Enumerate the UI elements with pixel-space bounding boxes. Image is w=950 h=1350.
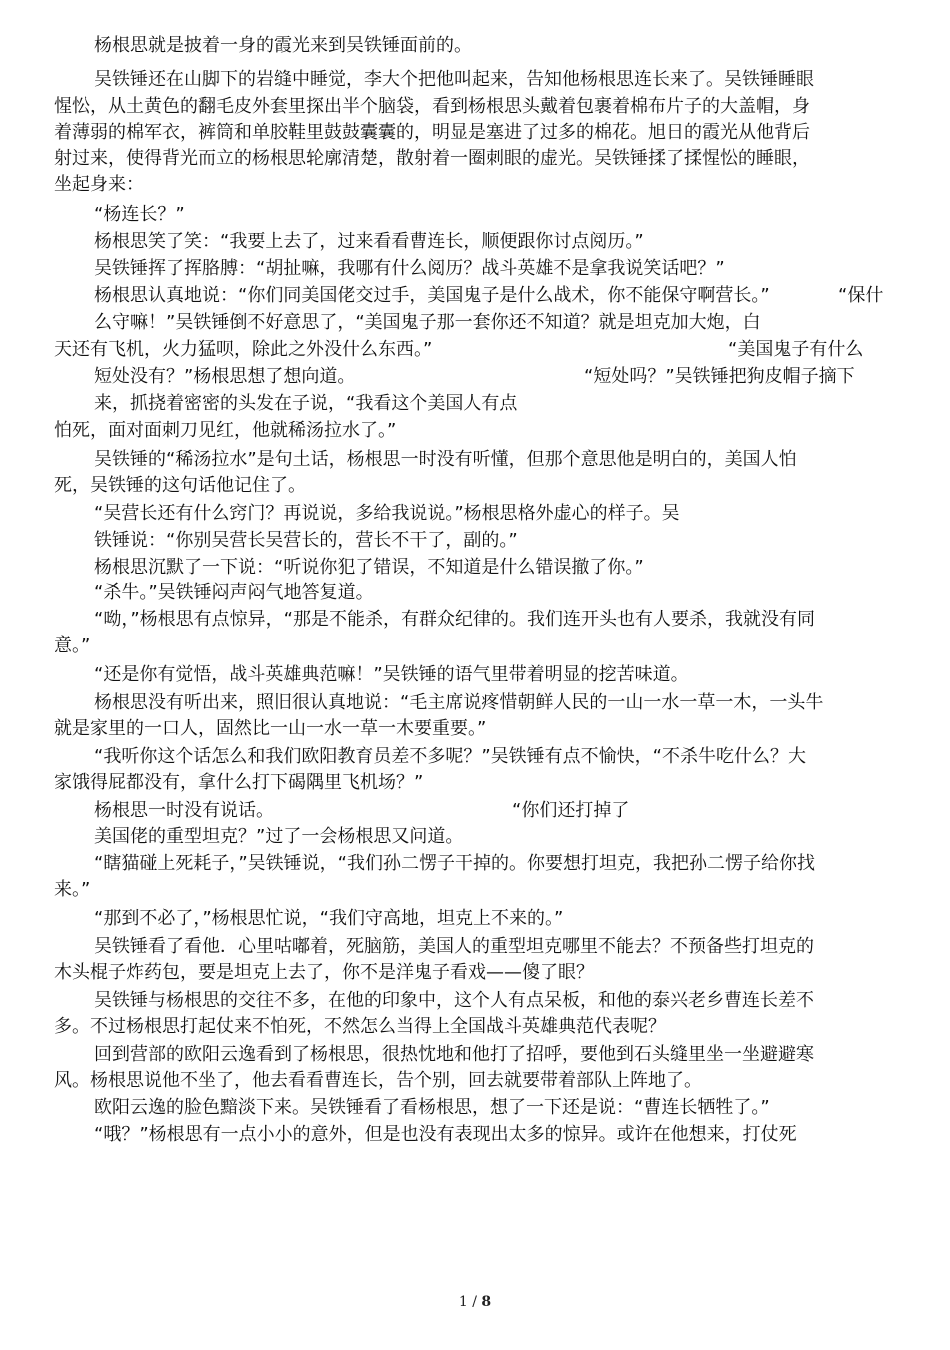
text-line: 就是家里的一口人，固然比一山一水一草一木要重要。” (54, 718, 487, 739)
page-number (0, 1294, 950, 1310)
text-line: “呦，”杨根思有点惊异，“那是不能杀，有群众纪律的。我们连开头也有人要杀，我就没有同 (94, 609, 815, 630)
text-line: “吴营长还有什么窍门？再说说，多给我说说。”杨根思格外虚心的样子。吴 (94, 503, 680, 524)
text-line: 吴铁锤还在山脚下的岩缝中睡觉，李大个把他叫起来，告知他杨根思连长来了。吴铁锤睡眼 (94, 69, 814, 90)
text-line: 吴铁锤的“稀汤拉水”是句土话，杨根思一时没有听懂，但那个意思他是明白的，美国人怕 (94, 449, 797, 470)
text-line: 杨根思沉默了一下说：“听说你犯了错误，不知道是什么错误撤了你。” (94, 557, 644, 578)
text-line: 惺忪，从土黄色的翻毛皮外套里探出半个脑袋，看到杨根思头戴着包裹着棉布片子的大盖帽，身 (54, 96, 810, 117)
text-line: “哦？”杨根思有一点小小的意外，但是也没有表现出太多的惊异。或许在他想来，打仗死 (94, 1124, 797, 1145)
text-line: 吴铁锤与杨根思的交往不多，在他的印象中，这个人有点呆板，和他的泰兴老乡曹连长差不 (94, 990, 814, 1011)
text-line: 意。” (54, 635, 91, 656)
text-line: “还是你有觉悟，战斗英雄典范嘛！”吴铁锤的语气里带着明显的挖苦味道。 (94, 664, 689, 685)
text-line: 杨根思就是披着一身的霞光来到吴铁锤面前的。 (94, 35, 472, 56)
text-line: “你们还打掉了 (512, 800, 630, 821)
page-number-total: 8 (481, 1294, 492, 1310)
text-line: “美国鬼子有什么 (728, 339, 864, 360)
text-line: 天还有飞机，火力猛呗，除此之外没什么东西。” (54, 339, 433, 360)
text-line: 短处没有？”杨根思想了想向道。 (94, 366, 356, 387)
text-line: 怕死，面对面刺刀见红，他就稀汤拉水了。” (54, 420, 397, 441)
text-line: 着薄弱的棉军衣，裤筒和单胶鞋里鼓鼓囊囊的，明显是塞进了过多的棉花。旭日的霞光从他背后 (54, 122, 810, 143)
text-line: 杨根思笑了笑：“我要上去了，过来看看曹连长，顺便跟你讨点阅历。” (94, 231, 644, 252)
text-line: 风。杨根思说他不坐了，他去看看曹连长，告个别，回去就要带着部队上阵地了。 (54, 1070, 702, 1091)
text-line: 射过来，使得背光而立的杨根思轮廓清楚，散射着一圈刺眼的虚光。吴铁锤揉了揉惺忪的睡眼， (54, 148, 810, 169)
text-line: “那到不必了，”杨根思忙说，“我们守高地，坦克上不来的。” (94, 908, 564, 929)
text-line: 来，抓挠着密密的头发在子说，“我看这个美国人有点 (94, 393, 518, 414)
text-line: “短处吗？”吴铁锤把狗皮帽子摘下 (584, 366, 855, 387)
text-line: 杨根思没有听出来，照旧很认真地说：“毛主席说疼惜朝鲜人民的一山一水一草一木，一头牛 (94, 692, 824, 713)
text-line: 吴铁锤看了看他．心里咕嘟着，死脑筋，美国人的重型坦克哪里不能去？不预备些打坦克的 (94, 936, 814, 957)
text-line: 来。” (54, 879, 91, 900)
text-line: 回到营部的欧阳云逸看到了杨根思，很热忱地和他打了招呼，要他到石头缝里坐一坐避避寒 (94, 1044, 814, 1065)
text-line: 杨根思一时没有说话。 (94, 800, 274, 821)
text-line: “我听你这个话怎么和我们欧阳教育员差不多呢？”吴铁锤有点不愉快，“不杀牛吃什么？大 (94, 746, 806, 767)
text-line: 多。不过杨根思打起仗来不怕死，不然怎么当得上全国战斗英雄典范代表呢？ (54, 1016, 666, 1037)
text-line: “杨连长？” (94, 204, 185, 225)
text-line: “杀牛。”吴铁锤闷声闷气地答复道。 (94, 582, 374, 603)
page-number-separator: / (467, 1294, 482, 1310)
text-line: 杨根思认真地说：“你们同美国佬交过手，美国鬼子是什么战术，你不能保守啊营长。” (94, 285, 770, 306)
text-line: “保什 (838, 285, 884, 306)
text-line: “瞎猫碰上死耗子，”吴铁锤说，“我们孙二愣子干掉的。你要想打坦克，我把孙二愣子给你找 (94, 853, 815, 874)
text-line: 家饿得屁都没有，拿什么打下碣隅里飞机场？” (54, 772, 424, 793)
text-line: 坐起身来： (54, 174, 144, 195)
text-line: 死，吴铁锤的这句话他记住了。 (54, 475, 306, 496)
text-line: 欧阳云逸的脸色黯淡下来。吴铁锤看了看杨根思，想了一下还是说：“曹连长牺牲了。” (94, 1097, 770, 1118)
text-line: 吴铁锤挥了挥胳膊：“胡扯嘛，我哪有什么阅历？战斗英雄不是拿我说笑话吧？” (94, 258, 725, 279)
text-line: 么守嘛！”吴铁锤倒不好意思了，“美国鬼子那一套你还不知道？就是坦克加大炮，白 (94, 312, 761, 333)
text-line: 木头棍子炸药包，要是坦克上去了，你不是洋鬼子看戏——傻了眼？ (54, 962, 594, 983)
text-line: 铁锤说：“你别吴营长吴营长的，营长不干了，副的。” (94, 530, 518, 551)
text-line: 美国佬的重型坦克？”过了一会杨根思又问道。 (94, 826, 464, 847)
page-number-current: 1 (458, 1294, 468, 1310)
